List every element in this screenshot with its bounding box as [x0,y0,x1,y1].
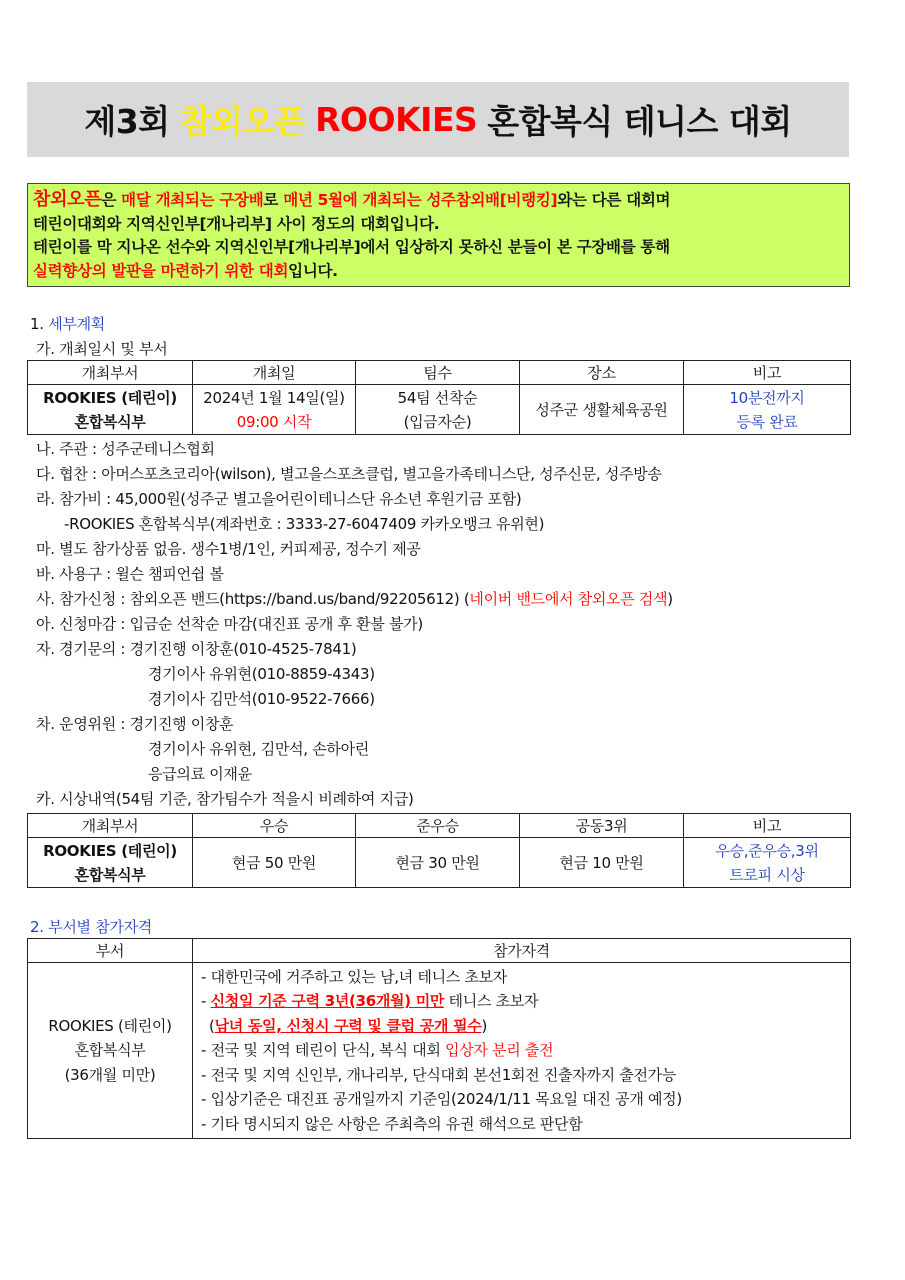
note-line: 10분전까지 [729,388,805,407]
note-line: 트로피 시상 [729,865,805,884]
teams-line: (입금자순) [403,412,472,431]
signup-hint: 네이버 밴드에서 참외오픈 검색 [469,590,668,608]
eligibility-item: - 전국 및 지역 신인부, 개나리부, 단식대회 본선1회전 진출자까지 출전가능 [201,1065,677,1084]
title-part4: 혼합복식 테니스 대회 [487,102,792,141]
table-cell-dept [28,963,193,1139]
elig-text: ( [209,1016,215,1035]
detail-cha-2: 경기이사 유위현, 김만석, 손하아린 [148,740,370,758]
table-cell-second: 현금 30 만원 [356,838,520,888]
dept-line: 혼합복식부 [74,1041,146,1060]
detail-cha: 차. 운영위원 : 경기진행 이창훈 [36,715,234,733]
elig-text: - [201,992,211,1011]
table-cell-first: 현금 50 만원 [193,838,356,888]
table-cell-date [193,385,356,435]
table-cell-teams [356,385,520,435]
schedule-table [27,360,851,435]
intro-box [27,183,850,287]
detail-cha-3: 응급의료 이재윤 [148,765,252,783]
table-cell-note [684,385,851,435]
page-title [27,82,849,157]
table-header: 부서 [28,939,193,963]
intro-line-2: 테린이대회와 지역신인부[개나리부] 사이 정도의 대회입니다. [33,214,440,233]
teams-line: 54팀 선착순 [397,388,478,407]
detail-ka: 카. 시상내역(54팀 기준, 참가팀수가 적을시 비례하여 지급) [36,790,414,808]
dept-line: ROOKIES (테린이) [48,1016,172,1035]
dept-line: (36개월 미만) [64,1065,156,1084]
signup-text: ) [667,590,673,608]
table-header: 팀수 [356,361,520,385]
table-cell-note [684,838,851,888]
note-line: 등록 완료 [736,412,798,431]
dept-line: ROOKIES (테린이) [43,388,177,407]
title-part1: 제3회 [84,102,170,141]
detail-sa [36,588,673,609]
table-header: 공동3위 [520,814,684,838]
table-header: 참가자격 [193,939,851,963]
elig-text: 테니스 초보자 [444,992,539,1011]
intro-line-4 [33,260,849,284]
detail-ma: 마. 별도 참가상품 없음. 생수1병/1인, 커피제공, 정수기 제공 [36,540,421,558]
table-cell-dept [28,385,193,435]
table-row [28,385,851,435]
dept-line: 혼합복식부 [74,865,146,884]
table-header: 준우승 [356,814,520,838]
table-header: 개최부서 [28,814,193,838]
eligibility-item [201,989,850,1014]
detail-ja-3: 경기이사 김만석(010-9522-7666) [148,690,375,708]
title-part2: 참외오픈 [179,102,306,141]
table-cell-place: 성주군 생활체육공원 [520,385,684,435]
detail-aa: 아. 신청마감 : 입금순 선착순 마감(대진표 공개 후 환불 불가) [36,615,423,633]
detail-ga: 가. 개최일시 및 부서 [36,340,168,358]
elig-text: ) [481,1016,488,1035]
table-header-row [28,361,851,385]
detail-ra: 라. 참가비 : 45,000원(성주군 별고을어린이테니스단 유소년 후원기금 포함) [36,490,522,508]
intro-highlight: 실력향상의 발판을 마련하기 위한 대회 [33,261,289,280]
elig-highlight: 입상자 분리 출전 [445,1041,554,1060]
table-row [28,963,851,1139]
intro-line-3: 테린이를 막 지나온 선수와 지역신인부[개나리부]에서 입상하지 못하신 분들이 본 구장배를 통해 [33,238,670,256]
table-header-row [28,814,851,838]
dept-line: 혼합복식부 [74,412,146,431]
dept-line: ROOKIES (테린이) [43,841,177,860]
intro-text: 입니다. [288,261,338,280]
eligibility-item: - 대한민국에 거주하고 있는 남,녀 테니스 초보자 [201,967,508,986]
prize-table [27,813,851,888]
intro-text: 와는 다른 대회며 [557,191,671,209]
detail-ra-sub: -ROOKIES 혼합복식부(계좌번호 : 3333-27-6047409 카카오뱅크 유위현) [64,515,545,533]
eligibility-item: - 입상기준은 대진표 공개일까지 기준임(2024/1/11 목요일 대진 공개 예정) [201,1090,682,1109]
intro-brand: 참외오픈 [33,189,102,210]
title-part3: ROOKIES [315,100,478,139]
table-header: 우승 [193,814,356,838]
intro-highlight: 매년 5월에 개최되는 성주참외배[비랭킹] [283,191,558,209]
section1-title: 세부계획 [48,315,105,333]
eligibility-item: - 기타 명시되지 않은 사항은 주최측의 유권 해석으로 판단함 [201,1114,583,1133]
table-cell-eligibility [193,963,851,1139]
table-cell-third: 현금 10 만원 [520,838,684,888]
detail-da: 다. 협찬 : 아머스포츠코리아(wilson), 별고을스포츠클럽, 별고을가족테니스단, 성주신문, 성주방송 [36,465,662,483]
detail-ja-2: 경기이사 유위현(010-8859-4343) [148,665,375,683]
intro-text: 은 [101,191,122,209]
eligibility-item [201,1014,850,1039]
elig-highlight: 신청일 기준 구력 3년(36개월) 미만 [210,992,445,1011]
table-header-row [28,939,851,963]
table-header: 개최일 [193,361,356,385]
eligibility-table [27,938,851,1139]
start-time: 09:00 시작 [236,412,312,431]
date-line: 2024년 1월 14일(일) [203,388,345,407]
table-header: 비고 [684,361,851,385]
table-cell-dept [28,838,193,888]
intro-line-1 [33,188,849,213]
signup-text: 사. 참가신청 : 참외오픈 밴드(https://band.us/band/92205612) ( [36,590,470,608]
intro-text: 로 [263,191,284,209]
note-line: 우승,준우승,3위 [715,841,819,860]
section1-heading [30,313,105,334]
detail-na: 나. 주관 : 성주군테니스협회 [36,440,215,458]
elig-highlight: 남녀 동일, 신청시 구력 및 클럽 공개 필수 [214,1016,482,1035]
detail-ja: 자. 경기문의 : 경기진행 이창훈(010-4525-7841) [36,640,357,658]
table-header: 개최부서 [28,361,193,385]
intro-highlight: 매달 개최되는 구장배 [121,191,264,209]
table-header: 비고 [684,814,851,838]
section1-number: 1. [30,315,49,333]
section2-heading: 2. 부서별 참가자격 [30,918,152,936]
eligibility-item [201,1038,850,1063]
elig-text: - 전국 및 지역 테린이 단식, 복식 대회 [201,1041,445,1060]
table-header: 장소 [520,361,684,385]
table-row [28,838,851,888]
detail-ba: 바. 사용구 : 윌슨 챔피언쉽 볼 [36,565,224,583]
